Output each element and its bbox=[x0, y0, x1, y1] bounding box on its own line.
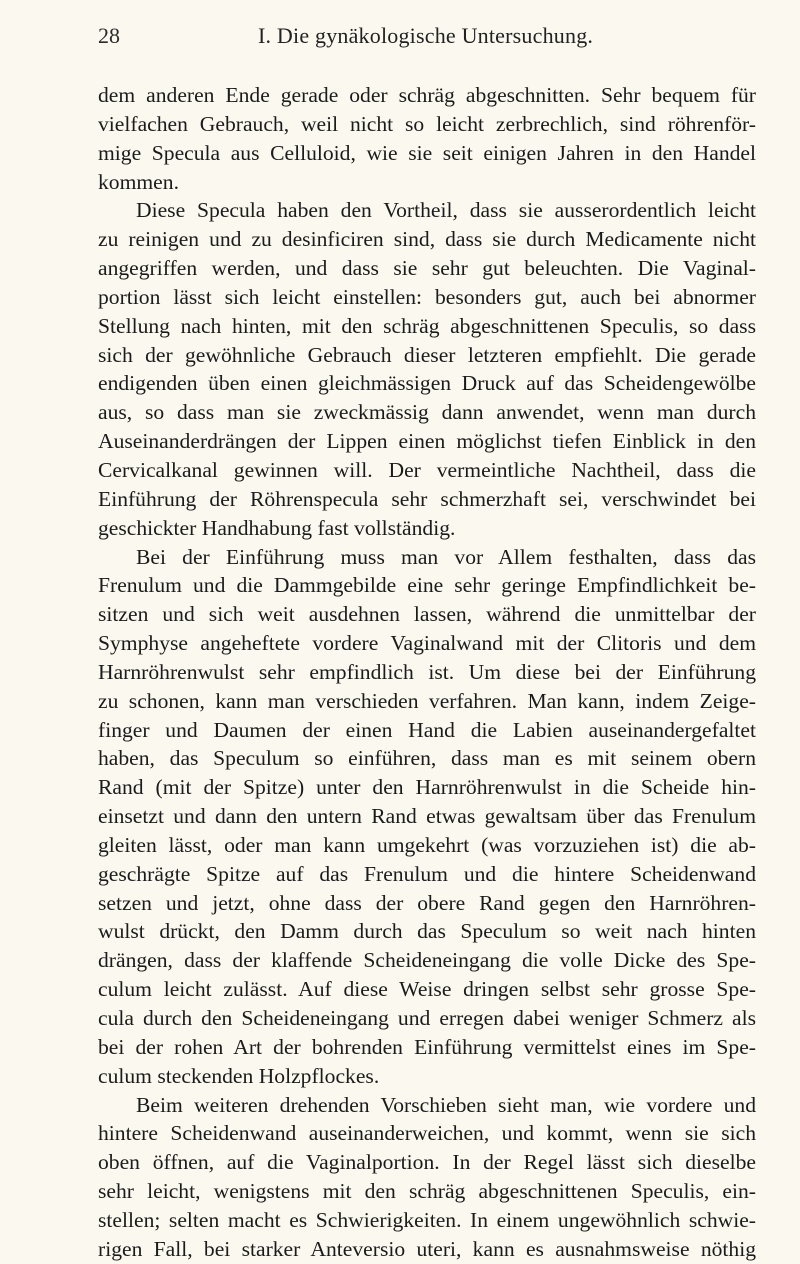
text-line: stellen; selten macht es Schwierigkeiten. In einem ungewöhnlich schwie- bbox=[98, 1207, 756, 1232]
text-line: sehr leicht, wenigstens mit den schräg abgeschnittenen Speculis, ein- bbox=[98, 1179, 756, 1204]
page-header bbox=[98, 18, 758, 54]
paragraph bbox=[98, 543, 756, 1091]
text-line: Stellung nach hinten, mit den schräg abgeschnittenen Speculis, so dass bbox=[98, 313, 756, 338]
text-line: cula durch den Scheideneingang und erregen dabei weniger Schmerz als bbox=[98, 1006, 756, 1030]
paragraph bbox=[98, 81, 756, 196]
text-line: geschickter Handhabung fast vollständig. bbox=[98, 515, 456, 540]
paragraph bbox=[98, 196, 756, 542]
page-number: 28 bbox=[98, 23, 120, 48]
text-line: wulst drückt, den Damm durch das Speculum so weit nach hinten bbox=[98, 919, 756, 944]
text-line: Cervicalkanal gewinnen will. Der vermeintliche Nachtheil, dass die bbox=[98, 457, 756, 482]
text-line: geschrägte Spitze auf das Frenulum und die hintere Scheidenwand bbox=[98, 861, 756, 886]
text-line: sich der gewöhnliche Gebrauch dieser letzteren empfiehlt. Die gerade bbox=[98, 342, 756, 367]
text-line: rigen Fall, bei starker Anteversio uteri, kann es ausnahmsweise nöthig bbox=[98, 1236, 756, 1261]
text-line: dem anderen Ende gerade oder schräg abgeschnitten. Sehr bequem für bbox=[98, 83, 756, 107]
text-line: Harnröhrenwulst sehr empfindlich ist. Um diese bei der Einführung bbox=[98, 659, 756, 684]
text-line: bei der rohen Art der bohrenden Einführung vermittelst eines im Spe- bbox=[98, 1034, 756, 1059]
text-line: portion lässt sich leicht einstellen: besonders gut, auch bei abnormer bbox=[98, 284, 756, 309]
text-line: culum leicht zulässt. Auf diese Weise dringen selbst sehr grosse Spe- bbox=[98, 977, 756, 1002]
text-line: Beim weiteren drehenden Vorschieben sieht man, wie vordere und bbox=[136, 1092, 756, 1117]
text-line: angegriffen werden, und dass sie sehr gut beleuchten. Die Vaginal- bbox=[98, 256, 756, 281]
text-line: mige Specula aus Celluloid, wie sie seit einigen Jahren in den Handel bbox=[98, 140, 756, 165]
text-line: finger und Daumen der einen Hand die Labien auseinandergefaltet bbox=[98, 717, 756, 742]
text-line: Rand (mit der Spitze) unter den Harnröhrenwulst in die Scheide hin- bbox=[98, 775, 756, 800]
text-line: Symphyse angeheftete vordere Vaginalwand mit der Clitoris und dem bbox=[98, 631, 756, 656]
text-line: zu reinigen und zu desinficiren sind, dass sie durch Medicamente nicht bbox=[98, 227, 756, 252]
text-line: setzen und jetzt, ohne dass der obere Rand gegen den Harnröhren- bbox=[98, 890, 756, 915]
body-text bbox=[98, 81, 756, 1264]
text-line: Einführung der Röhrenspecula sehr schmerzhaft sei, verschwindet bei bbox=[98, 486, 756, 511]
text-line: culum steckenden Holzpflockes. bbox=[98, 1063, 380, 1088]
text-line: gleiten lässt, oder man kann umgekehrt (was vorzuziehen ist) die ab- bbox=[98, 832, 756, 857]
text-line: endigenden üben einen gleichmässigen Druck auf das Scheidengewölbe bbox=[98, 371, 756, 396]
text-line: haben, das Speculum so einführen, dass man es mit seinem obern bbox=[98, 746, 756, 771]
text-line: Diese Specula haben den Vortheil, dass sie ausserordentlich leicht bbox=[136, 198, 756, 223]
text-line: sitzen und sich weit ausdehnen lassen, während die unmittelbar der bbox=[98, 602, 756, 627]
text-line: oben öffnen, auf die Vaginalportion. In der Regel lässt sich dieselbe bbox=[98, 1150, 756, 1175]
running-head: I. Die gynäkologische Untersuchung. bbox=[258, 23, 594, 48]
text-line: Frenulum und die Dammgebilde eine sehr geringe Empfindlichkeit be- bbox=[98, 573, 756, 598]
text-line: kommen. bbox=[98, 169, 179, 194]
text-line: drängen, dass der klaffende Scheideneingang die volle Dicke des Spe- bbox=[98, 948, 756, 973]
text-line: hintere Scheidenwand auseinanderweichen, und kommt, wenn sie sich bbox=[98, 1121, 756, 1146]
text-line: Bei der Einführung muss man vor Allem festhalten, dass das bbox=[136, 544, 756, 569]
text-line: vielfachen Gebrauch, weil nicht so leicht zerbrechlich, sind röhrenför- bbox=[98, 111, 756, 136]
text-line: Auseinanderdrängen der Lippen einen möglichst tiefen Einblick in den bbox=[98, 429, 756, 454]
text-line: aus, so dass man sie zweckmässig dann anwendet, wenn man durch bbox=[98, 400, 756, 425]
paragraph bbox=[98, 1091, 756, 1264]
text-line: zu schonen, kann man verschieden verfahren. Man kann, indem Zeige- bbox=[98, 688, 756, 713]
text-line: einsetzt und dann den untern Rand etwas gewaltsam über das Frenulum bbox=[98, 804, 756, 829]
